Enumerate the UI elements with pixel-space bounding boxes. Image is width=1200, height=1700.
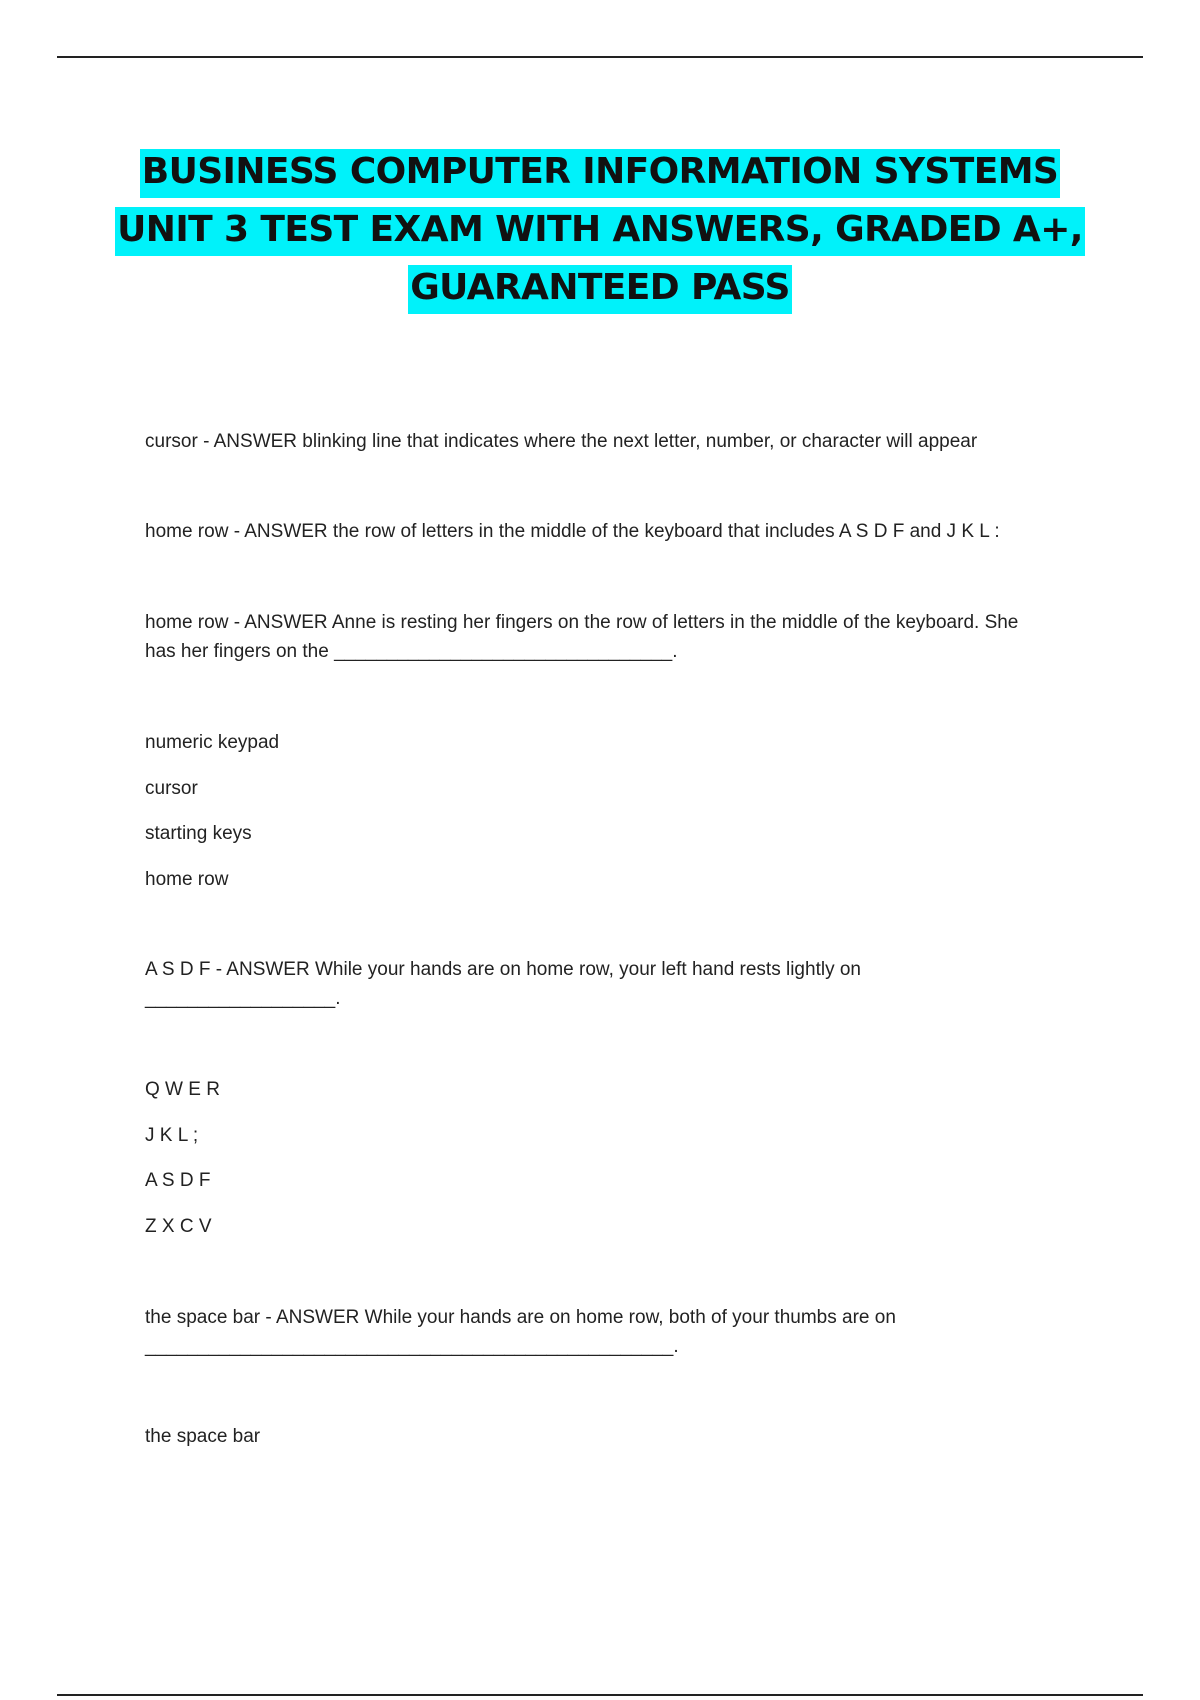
title-line-3: GUARANTEED PASS [408,265,792,314]
question-5-line-1: the space bar - ANSWER While your hands are on home row, both of your thumbs are on [145,1307,896,1328]
question-5-line-2: __________________________________________________. [145,1336,679,1357]
question-4-option: J K L ; [145,1125,199,1146]
question-3-option: numeric keypad [145,732,280,753]
header-rule [57,56,1143,58]
question-4-line-2: __________________. [145,988,341,1009]
question-3-line-1: home row - ANSWER Anne is resting her fingers on the row of letters in the middle of the keyboard. She [145,612,1019,633]
document-title [0,143,1200,317]
question-1: cursor - ANSWER blinking line that indicates where the next letter, number, or character will appear [145,431,978,452]
question-4-line-1: A S D F - ANSWER While your hands are on home row, your left hand rests lightly on [145,959,861,980]
title-line-2: UNIT 3 TEST EXAM WITH ANSWERS, GRADED A+, [115,207,1085,256]
question-4-option: A S D F [145,1170,211,1191]
footer-rule [57,1694,1143,1696]
question-2: home row - ANSWER the row of letters in the middle of the keyboard that includes A S D F and J K L : [145,521,1000,542]
question-5-option: the space bar [145,1426,261,1447]
question-4-option: Q W E R [145,1079,220,1100]
question-3-option: home row [145,869,229,890]
title-line-1: BUSINESS COMPUTER INFORMATION SYSTEMS [140,149,1061,198]
question-3-option: starting keys [145,823,252,844]
question-3-option: cursor [145,778,198,799]
question-3-line-2: has her fingers on the ________________________________. [145,641,678,662]
question-4-option: Z X C V [145,1216,212,1237]
